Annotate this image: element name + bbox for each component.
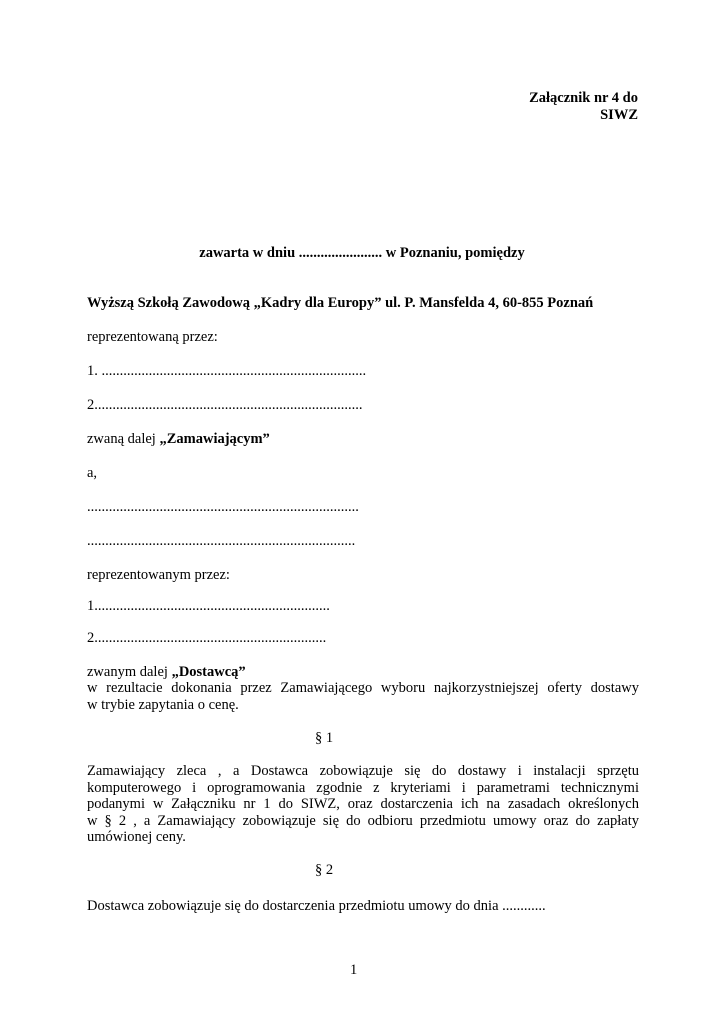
contract-intro: zawarta w dniu ....................... w Poznaniu, pomiędzy <box>199 245 525 261</box>
party1-rep-1: 1. ......................................................................... <box>87 363 367 379</box>
party2-represented-by: reprezentowanym przez: <box>87 567 230 583</box>
party2-line-2: .......................................................................... <box>87 533 356 549</box>
section-2-heading: § 2 <box>315 862 334 878</box>
section-2-text: Dostawca zobowiązuje się do dostarczenia przedmiotu umowy do dnia ............ <box>87 898 546 914</box>
section-1-line: umówionej ceny. <box>87 829 186 845</box>
party1-called-name: „Zamawiającym” <box>159 431 270 447</box>
selection-result-line-2: w trybie zapytania o cenę. <box>87 696 239 713</box>
attachment-line-2: SIWZ <box>600 107 638 123</box>
section-1-line: w § 2 , a Zamawiający zobowiązuje się do odbioru przedmiotu umowy oraz do zapłaty <box>87 812 639 829</box>
party2-called-prefix: zwanym dalej <box>87 664 172 680</box>
selection-result-paragraph <box>87 680 639 713</box>
party1-name: Wyższą Szkołą Zawodową „Kadry dla Europy” ul. P. Mansfelda 4, 60-855 Poznań <box>87 295 594 311</box>
section-1-line: Zamawiający zleca , a Dostawca zobowiązuje się do dostawy i instalacji sprzętu <box>87 763 639 779</box>
section-1-heading: § 1 <box>315 730 334 746</box>
selection-result-line-1: w rezultacie dokonania przez Zamawiającego wyboru najkorzystniejszej oferty dostawy <box>87 680 639 696</box>
party2-called-name: „Dostawcą” <box>171 664 246 680</box>
party1-called <box>87 431 270 448</box>
section-1-paragraph <box>87 763 639 846</box>
party2-rep-1: 1................................................................. <box>87 598 330 614</box>
page-number: 1 <box>350 962 358 978</box>
party1-called-prefix: zwaną dalej <box>87 431 160 447</box>
and-conjunction: a, <box>87 465 98 481</box>
attachment-line-1: Załącznik nr 4 do <box>529 90 638 106</box>
party2-rep-2: 2................................................................ <box>87 630 327 646</box>
party2-line-1: ........................................................................... <box>87 499 359 515</box>
party1-rep-2: 2.......................................................................... <box>87 397 363 413</box>
party1-represented-by: reprezentowaną przez: <box>87 329 218 345</box>
section-1-line: podanymi w Załączniku nr 1 do SIWZ, oraz dostarczenia ich na zasadach określonych <box>87 796 639 812</box>
section-1-line: komputerowego i oprogramowania zgodnie z kryteriami i parametrami technicznymi <box>87 779 639 796</box>
party2-called <box>87 664 246 681</box>
